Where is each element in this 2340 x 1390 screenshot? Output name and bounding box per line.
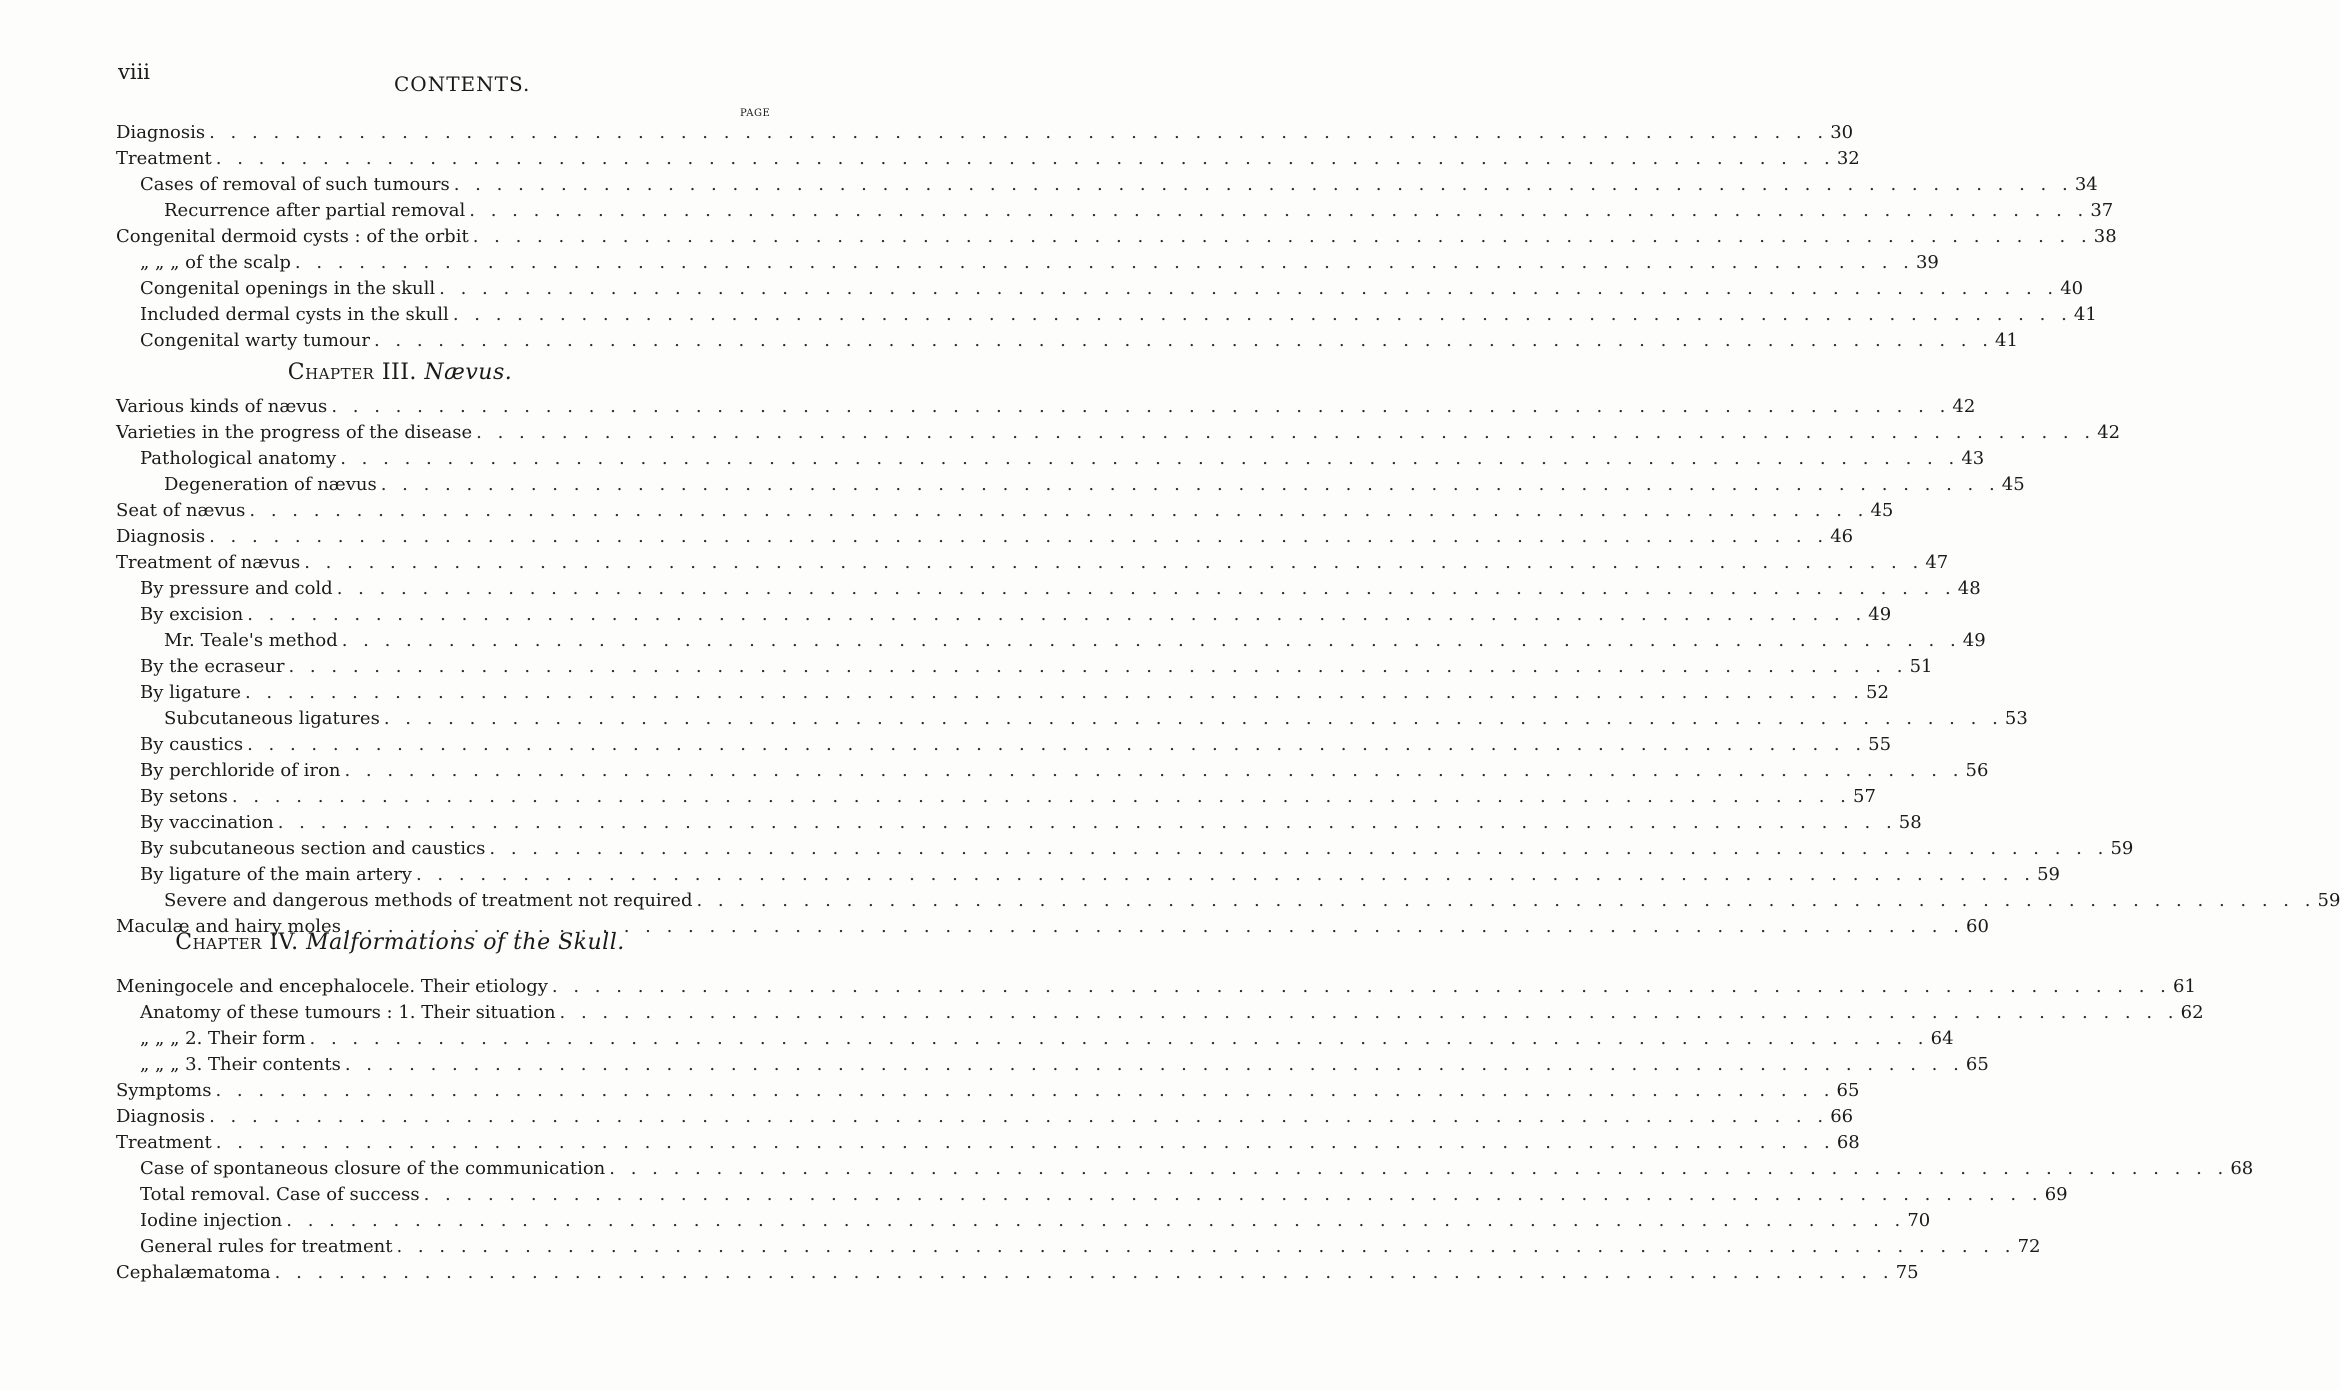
- toc-entry-title: Seat of nævus: [116, 500, 246, 521]
- toc-entry-page: 37: [2090, 200, 2114, 221]
- toc-section-1: [116, 120, 2117, 354]
- dot-leader: [696, 888, 2310, 914]
- toc-entry: [116, 654, 1933, 680]
- toc-entry-title: Meningocele and encephalocele. Their etiology: [116, 976, 548, 997]
- toc-entry: [116, 1260, 1919, 1286]
- toc-entry: [116, 1156, 2254, 1182]
- toc-entry-page: 48: [1957, 578, 1981, 599]
- dot-leader: [476, 420, 2090, 446]
- toc-entry: [116, 810, 1922, 836]
- toc-entry-page: 43: [1961, 448, 1985, 469]
- toc-entry-page: 70: [1907, 1210, 1931, 1231]
- dot-leader: [453, 302, 2067, 328]
- page-number: viii: [118, 60, 151, 84]
- toc-entry-title: Treatment: [116, 1132, 212, 1153]
- toc-entry: [116, 1026, 1954, 1052]
- dot-leader: [552, 974, 2166, 1000]
- toc-entry-page: 68: [1836, 1132, 1860, 1153]
- dot-leader: [337, 576, 1951, 602]
- chapter-4-number: Chapter IV.: [175, 930, 299, 955]
- dot-leader: [288, 654, 1902, 680]
- toc-entry-title: By excision: [140, 604, 244, 625]
- toc-entry-page: 53: [2004, 708, 2028, 729]
- toc-entry-title: By ligature of the main artery: [140, 864, 412, 885]
- toc-entry: [116, 888, 2340, 914]
- toc-entry-title: Cephalæmatoma: [116, 1262, 271, 1283]
- toc-entry: [116, 146, 1860, 172]
- toc-entry-title: „ „ „ 3. Their contents: [140, 1054, 341, 1075]
- dot-leader: [278, 810, 1892, 836]
- toc-entry-page: 34: [2074, 174, 2098, 195]
- dot-leader: [345, 1052, 1959, 1078]
- toc-entry-page: 42: [2097, 422, 2121, 443]
- toc-entry: [116, 1182, 2068, 1208]
- toc-entry: [116, 576, 1981, 602]
- dot-leader: [374, 328, 1988, 354]
- toc-entry-title: Symptoms: [116, 1080, 212, 1101]
- toc-entry: [116, 1000, 2204, 1026]
- toc-entry-page: 40: [2060, 278, 2084, 299]
- dot-leader: [396, 1234, 2010, 1260]
- toc-entry: [116, 198, 2114, 224]
- toc-entry: [116, 394, 1976, 420]
- dot-leader: [215, 1078, 1829, 1104]
- dot-leader: [209, 1104, 1823, 1130]
- toc-entry: [116, 758, 1989, 784]
- toc-chapter-4: [116, 974, 2254, 1286]
- toc-entry-page: 38: [2093, 226, 2117, 247]
- toc-entry-title: Various kinds of nævus: [116, 396, 328, 417]
- toc-entry-page: 45: [1870, 500, 1894, 521]
- dot-leader: [381, 472, 1995, 498]
- toc-entry-title: By the ecraseur: [140, 656, 285, 677]
- toc-entry: [116, 732, 1892, 758]
- toc-entry-page: 55: [1868, 734, 1892, 755]
- toc-entry-page: 64: [1930, 1028, 1954, 1049]
- toc-entry-page: 62: [2180, 1002, 2204, 1023]
- toc-entry-page: 41: [1995, 330, 2018, 351]
- dot-leader: [454, 172, 2068, 198]
- page-column-label: PAGE: [740, 108, 771, 119]
- toc-entry-title: Subcutaneous ligatures: [164, 708, 380, 729]
- toc-entry-page: 58: [1898, 812, 1922, 833]
- dot-leader: [384, 706, 1998, 732]
- toc-entry-title: Severe and dangerous methods of treatment not required: [164, 890, 693, 911]
- toc-entry-page: 32: [1836, 148, 1860, 169]
- toc-entry: [116, 1104, 1854, 1130]
- toc-entry-title: Case of spontaneous closure of the communication: [140, 1158, 606, 1179]
- toc-entry-title: Mr. Teale's method: [164, 630, 338, 651]
- toc-entry-title: Degeneration of nævus: [164, 474, 377, 495]
- toc-entry-page: 61: [2173, 976, 2196, 997]
- toc-entry-page: 59: [2037, 864, 2060, 885]
- dot-leader: [209, 120, 1823, 146]
- toc-entry-page: 49: [1962, 630, 1986, 651]
- toc-entry: [116, 1234, 2041, 1260]
- dot-leader: [560, 1000, 2174, 1026]
- toc-entry-page: 59: [2110, 838, 2134, 859]
- toc-entry: [116, 420, 2121, 446]
- dot-leader: [340, 446, 1954, 472]
- toc-entry: [116, 446, 1985, 472]
- toc-entry-title: By ligature: [140, 682, 241, 703]
- toc-entry: [116, 836, 2134, 862]
- dot-leader: [286, 1208, 1900, 1234]
- chapter-3-subject: Nævus.: [424, 360, 513, 385]
- toc-entry-title: Pathological anatomy: [140, 448, 337, 469]
- toc-entry-title: Anatomy of these tumours : 1. Their situation: [140, 1002, 556, 1023]
- toc-entry-title: Congenital warty tumour: [140, 330, 370, 351]
- toc-entry-page: 68: [2230, 1158, 2254, 1179]
- dot-leader: [247, 602, 1861, 628]
- toc-entry: [116, 498, 1894, 524]
- toc-entry: [116, 1052, 1989, 1078]
- toc-entry: [116, 1078, 1860, 1104]
- toc-entry: [116, 602, 1892, 628]
- toc-entry: [116, 680, 1889, 706]
- toc-entry: [116, 120, 1854, 146]
- dot-leader: [216, 1130, 1830, 1156]
- toc-entry: [116, 784, 1876, 810]
- chapter-3-number: Chapter III.: [287, 360, 417, 385]
- toc-entry-page: 49: [1868, 604, 1892, 625]
- toc-entry: [116, 628, 1986, 654]
- dot-leader: [310, 1026, 1924, 1052]
- dot-leader: [304, 550, 1918, 576]
- dot-leader: [295, 250, 1909, 276]
- toc-entry-page: 57: [1853, 786, 1876, 807]
- toc-entry: [116, 224, 2117, 250]
- dot-leader: [331, 394, 1945, 420]
- dot-leader: [245, 680, 1859, 706]
- toc-entry: [116, 250, 1939, 276]
- toc-entry-title: Recurrence after partial removal: [164, 200, 466, 221]
- toc-entry-title: Iodine injection: [140, 1210, 283, 1231]
- toc-entry-page: 47: [1925, 552, 1949, 573]
- dot-leader: [275, 1260, 1889, 1286]
- toc-entry: [116, 706, 2028, 732]
- toc-entry-title: Congenital openings in the skull: [140, 278, 436, 299]
- toc-entry: [116, 1130, 1860, 1156]
- toc-entry-page: 69: [2044, 1184, 2068, 1205]
- toc-entry-page: 30: [1830, 122, 1854, 143]
- toc-entry-page: 46: [1830, 526, 1854, 547]
- dot-leader: [216, 146, 1830, 172]
- toc-entry-title: Maculæ and hairy moles: [116, 916, 341, 937]
- dot-leader: [416, 862, 2030, 888]
- toc-entry: [116, 172, 2098, 198]
- toc-entry-page: 66: [1830, 1106, 1854, 1127]
- toc-entry-title: Included dermal cysts in the skull: [140, 304, 449, 325]
- toc-entry-title: Diagnosis: [116, 1106, 206, 1127]
- toc-chapter-3: [116, 394, 2340, 940]
- dot-leader: [439, 276, 2053, 302]
- toc-entry-page: 39: [1915, 252, 1939, 273]
- toc-entry-page: 75: [1895, 1262, 1919, 1283]
- toc-entry: [116, 862, 2060, 888]
- dot-leader: [247, 732, 1861, 758]
- chapter-3-heading: [0, 360, 800, 385]
- toc-entry: [116, 550, 1949, 576]
- toc-entry-page: 65: [1836, 1080, 1860, 1101]
- toc-entry-title: Congenital dermoid cysts : of the orbit: [116, 226, 469, 247]
- toc-entry: [116, 472, 2025, 498]
- dot-leader: [489, 836, 2103, 862]
- toc-entry-page: 56: [1965, 760, 1989, 781]
- dot-leader: [209, 524, 1823, 550]
- toc-entry-title: Diagnosis: [116, 122, 206, 143]
- toc-entry-page: 45: [2001, 474, 2025, 495]
- toc-entry-page: 52: [1866, 682, 1889, 703]
- dot-leader: [609, 1156, 2223, 1182]
- toc-entry-title: Total removal. Case of success: [140, 1184, 420, 1205]
- toc-entry: [116, 974, 2196, 1000]
- dot-leader: [469, 198, 2083, 224]
- toc-entry: [116, 302, 2097, 328]
- toc-entry-title: By vaccination: [140, 812, 274, 833]
- toc-entry-title: By setons: [140, 786, 228, 807]
- toc-entry: [116, 276, 2084, 302]
- dot-leader: [424, 1182, 2038, 1208]
- toc-entry-title: By perchloride of iron: [140, 760, 341, 781]
- toc-entry-title: Cases of removal of such tumours: [140, 174, 450, 195]
- toc-entry-title: Varieties in the progress of the disease: [116, 422, 473, 443]
- toc-entry-title: „ „ „ of the scalp: [140, 252, 291, 273]
- toc-entry-title: „ „ „ 2. Their form: [140, 1028, 306, 1049]
- chapter-4-subject: Malformations of the Skull.: [306, 930, 625, 955]
- toc-entry-page: 60: [1966, 916, 1989, 937]
- toc-entry-title: By caustics: [140, 734, 244, 755]
- toc-entry-title: Treatment: [116, 148, 212, 169]
- toc-entry-title: By pressure and cold: [140, 578, 333, 599]
- dot-leader: [249, 498, 1863, 524]
- dot-leader: [344, 758, 1958, 784]
- toc-entry: [116, 1208, 1931, 1234]
- toc-entry: [116, 524, 1854, 550]
- toc-entry-page: 41: [2073, 304, 2097, 325]
- dot-leader: [342, 628, 1956, 654]
- toc-entry-title: By subcutaneous section and caustics: [140, 838, 486, 859]
- toc-entry-title: Diagnosis: [116, 526, 206, 547]
- dot-leader: [473, 224, 2087, 250]
- toc-entry-page: 59: [2317, 890, 2340, 911]
- toc-entry: [116, 328, 2018, 354]
- toc-entry-title: General rules for treatment: [140, 1236, 393, 1257]
- dot-leader: [232, 784, 1846, 810]
- toc-entry-title: Treatment of nævus: [116, 552, 301, 573]
- toc-entry-page: 72: [2017, 1236, 2041, 1257]
- toc-entry-page: 65: [1965, 1054, 1989, 1075]
- chapter-4-heading: [0, 930, 800, 955]
- toc-entry-page: 51: [1909, 656, 1933, 677]
- running-head: CONTENTS.: [394, 72, 531, 96]
- toc-entry-page: 42: [1952, 396, 1976, 417]
